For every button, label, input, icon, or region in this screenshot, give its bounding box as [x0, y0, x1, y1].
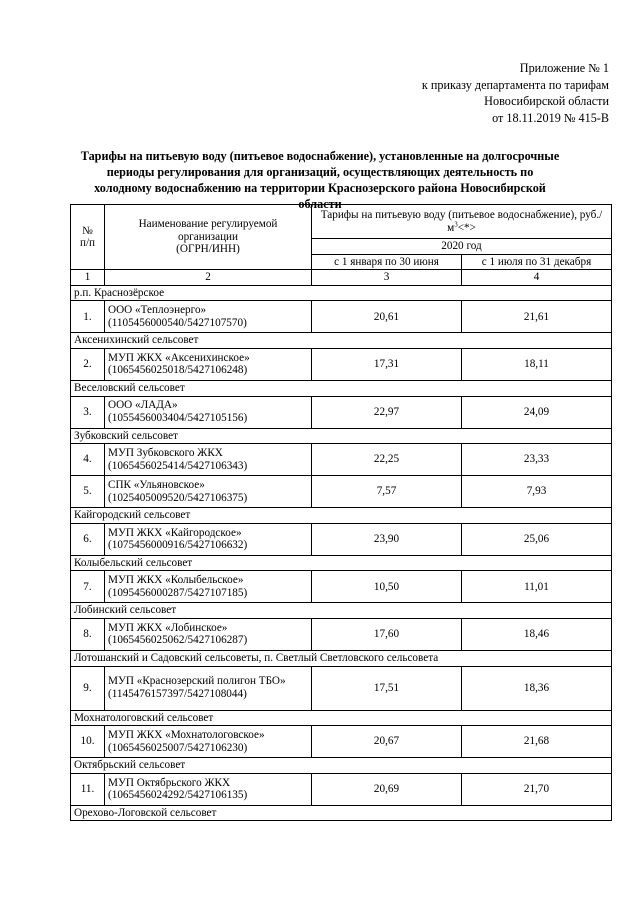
- tariff-first-half: 20,69: [312, 773, 462, 805]
- organization-name: МУП ЖКХ «Лобинское» (1065456025062/5427106287): [105, 618, 312, 650]
- column-index: 2: [105, 270, 312, 286]
- tariff-second-half: 25,06: [462, 523, 612, 555]
- row-number: 2.: [71, 348, 105, 380]
- row-number: 7.: [71, 571, 105, 603]
- tariff-second-half: 7,93: [462, 476, 612, 508]
- tariff-first-half: 20,61: [312, 301, 462, 333]
- column-index: 1: [71, 270, 105, 286]
- tariff-second-half: 21,68: [462, 726, 612, 758]
- table-row: [71, 348, 612, 380]
- row-number: 9.: [71, 666, 105, 710]
- tariff-second-half: 18,36: [462, 666, 612, 710]
- row-number: 5.: [71, 476, 105, 508]
- organization-name: МУП Октябрьского ЖКХ (1065456024292/5427106135): [105, 773, 312, 805]
- locality-name: Аксенихинский сельсовет: [71, 333, 612, 349]
- locality-row: [71, 285, 612, 301]
- appendix-line-3: Новосибирской области: [484, 94, 609, 108]
- tariff-first-half: 17,51: [312, 666, 462, 710]
- table-row: [71, 396, 612, 428]
- tariff-second-half: 24,09: [462, 396, 612, 428]
- organization-name: ООО «ЛАДА» (1055456003404/5427105156): [105, 396, 312, 428]
- header-year: 2020 год: [312, 239, 612, 255]
- locality-name: р.п. Краснозёрское: [71, 285, 612, 301]
- table-row: [71, 618, 612, 650]
- locality-name: Зубковский сельсовет: [71, 428, 612, 444]
- organization-name: СПК «Ульяновское» (1025405009520/5427106375): [105, 476, 312, 508]
- locality-name: Веселовский сельсовет: [71, 380, 612, 396]
- locality-row: [71, 380, 612, 396]
- row-number: 4.: [71, 444, 105, 476]
- appendix-line-1: Приложение № 1: [519, 61, 609, 75]
- locality-row: [71, 555, 612, 571]
- organization-name: МУП ЖКХ «Колыбельское» (1095456000287/5427107185): [105, 571, 312, 603]
- row-number: 1.: [71, 301, 105, 333]
- organization-name: МУП ЖКХ «Мохнатологовское» (1065456025007/5427106230): [105, 726, 312, 758]
- locality-row: [71, 805, 612, 821]
- appendix-line-2: к приказу департамента по тарифам: [421, 77, 609, 92]
- tariffs-table: [70, 204, 612, 821]
- tariff-first-half: 22,25: [312, 444, 462, 476]
- column-index: 3: [312, 270, 462, 286]
- tariff-second-half: 18,11: [462, 348, 612, 380]
- header-tariffs: [312, 205, 612, 239]
- organization-name: МУП «Краснозерский полигон ТБО» (1145476157397/5427108044): [105, 666, 312, 710]
- table-row: [71, 444, 612, 476]
- organization-name: МУП Зубковского ЖКХ (1065456025414/5427106343): [105, 444, 312, 476]
- table-row: [71, 773, 612, 805]
- tariffs-table-body: [71, 285, 612, 821]
- row-number: 3.: [71, 396, 105, 428]
- header-organization: Наименование регулируемой организации (ОГРН/ИНН): [105, 205, 312, 270]
- organization-name: ООО «Теплоэнерго» (1105456000540/5427107570): [105, 301, 312, 333]
- header-tariffs-exponent: 3: [454, 219, 458, 228]
- tariff-first-half: 22,97: [312, 396, 462, 428]
- tariff-first-half: 23,90: [312, 523, 462, 555]
- locality-row: [71, 428, 612, 444]
- locality-name: Октябрьский сельсовет: [71, 758, 612, 774]
- table-row: [71, 726, 612, 758]
- appendix-header: [422, 60, 609, 126]
- column-index-row: [71, 270, 612, 286]
- tariff-second-half: 11,01: [462, 571, 612, 603]
- tariff-first-half: 17,31: [312, 348, 462, 380]
- header-tariffs-text: Тарифы на питьевую воду (питьевое водоснабжение), руб./м: [320, 208, 603, 234]
- table-row: [71, 571, 612, 603]
- row-number: 8.: [71, 618, 105, 650]
- locality-name: Мохнатологовский сельсовет: [71, 710, 612, 726]
- header-period-1: с 1 января по 30 июня: [312, 254, 462, 270]
- locality-name: Орехово-Логовской сельсовет: [71, 805, 612, 821]
- table-row: [71, 476, 612, 508]
- tariff-first-half: 10,50: [312, 571, 462, 603]
- document-title: Тарифы на питьевую воду (питьевое водоснабжение), установленные на долгосрочные периоды регулирования для организаций, осуществляющих деятельность по холодному водоснабжению на территории Краснозерского района Новосибирской области: [80, 149, 560, 211]
- organization-name: МУП ЖКХ «Аксенихинское» (1065456025018/5427106248): [105, 348, 312, 380]
- locality-row: [71, 603, 612, 619]
- locality-row: [71, 333, 612, 349]
- table-row: [71, 301, 612, 333]
- locality-row: [71, 508, 612, 524]
- locality-row: [71, 758, 612, 774]
- locality-name: Колыбельский сельсовет: [71, 555, 612, 571]
- tariff-first-half: 20,67: [312, 726, 462, 758]
- organization-name: МУП ЖКХ «Кайгородское» (1075456000916/5427106632): [105, 523, 312, 555]
- tariff-second-half: 18,46: [462, 618, 612, 650]
- locality-name: Лотошанский и Садовский сельсоветы, п. Светлый Светловского сельсовета: [71, 650, 612, 666]
- tariff-second-half: 21,61: [462, 301, 612, 333]
- locality-row: [71, 710, 612, 726]
- tariff-second-half: 23,33: [462, 444, 612, 476]
- table-row: [71, 523, 612, 555]
- header-tariffs-note: <*>: [457, 221, 476, 234]
- tariff-second-half: 21,70: [462, 773, 612, 805]
- row-number: 11.: [71, 773, 105, 805]
- locality-name: Кайгородский сельсовет: [71, 508, 612, 524]
- header-period-2: с 1 июля по 31 декабря: [462, 254, 612, 270]
- table-row: [71, 666, 612, 710]
- locality-name: Лобинский сельсовет: [71, 603, 612, 619]
- column-index: 4: [462, 270, 612, 286]
- tariff-first-half: 7,57: [312, 476, 462, 508]
- header-number: № п/п: [71, 205, 105, 270]
- appendix-line-4: от 18.11.2019 № 415-В: [492, 110, 609, 125]
- row-number: 10.: [71, 726, 105, 758]
- locality-row: [71, 650, 612, 666]
- row-number: 6.: [71, 523, 105, 555]
- tariff-first-half: 17,60: [312, 618, 462, 650]
